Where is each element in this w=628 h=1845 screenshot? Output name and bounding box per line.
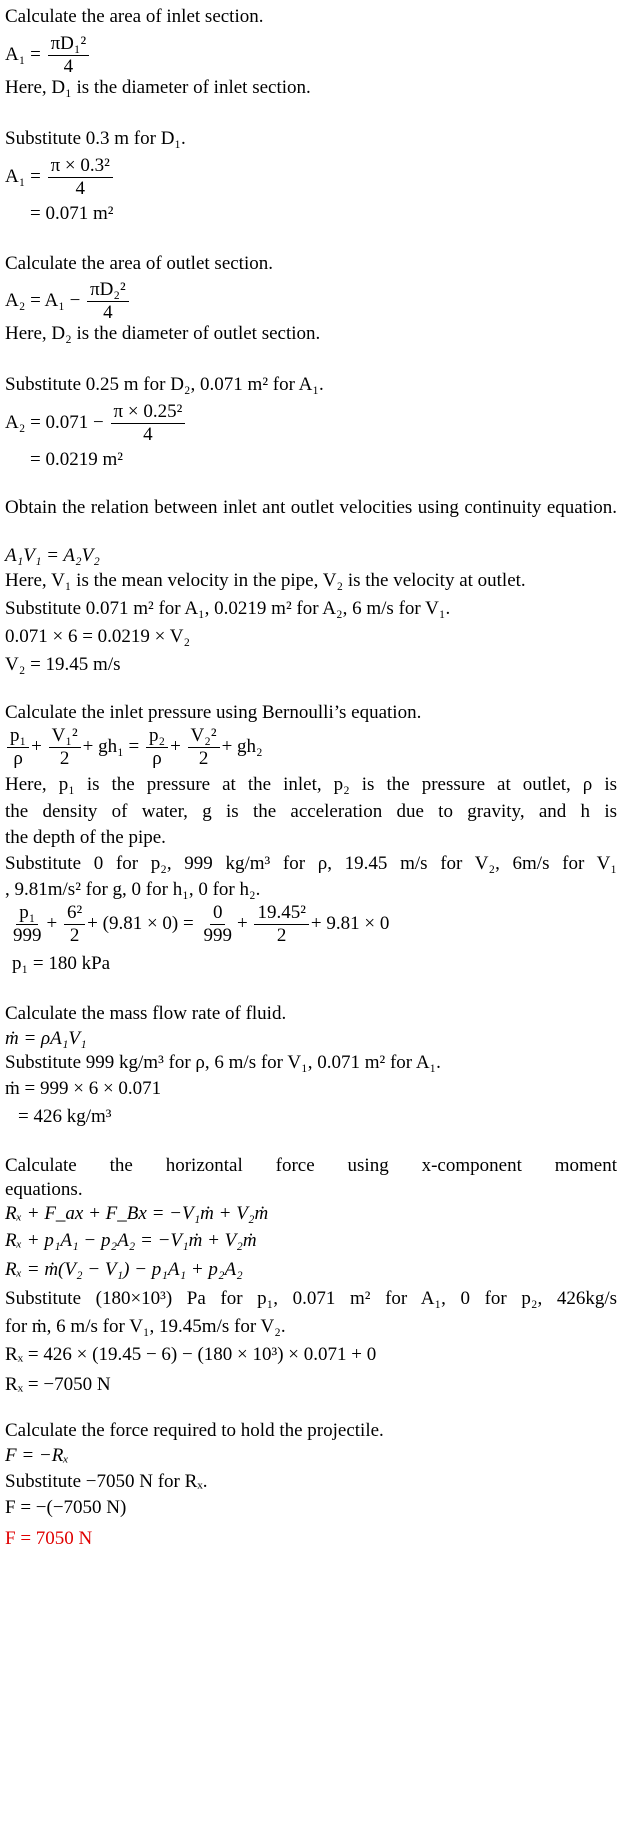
inlet-area-heading: Calculate the area of inlet section.: [5, 6, 264, 27]
equation-lhs: A₂ = A₁ −: [5, 289, 81, 311]
operator: + gh₁ =: [82, 735, 140, 757]
bernoulli-definition-line-2: the density of water, g is the acceleration due to gravity, and h is: [5, 801, 617, 822]
continuity-heading: Obtain the relation between inlet ant outlet velocities using continuity equation.: [5, 497, 617, 518]
bernoulli-heading: Calculate the inlet pressure using Bernoulli’s equation.: [5, 702, 422, 723]
mass-flow-heading: Calculate the mass flow rate of fluid.: [5, 1003, 287, 1024]
fraction-denominator: 4: [143, 424, 153, 445]
equation-lhs: A₁ =: [5, 165, 41, 187]
fraction-p1-rho: [7, 726, 29, 769]
fraction-denominator: ρ: [152, 748, 162, 769]
outlet-area-heading: Calculate the area of outlet section.: [5, 253, 273, 274]
equation-fraction: [111, 402, 186, 445]
fraction-denominator: 2: [198, 748, 209, 769]
fraction-p2-rho: [146, 726, 168, 769]
force-heading-line-2: equations.: [5, 1179, 83, 1200]
equation-a2: [5, 280, 131, 323]
fraction-denominator: ρ: [13, 748, 23, 769]
p1-result: p₁ = 180 kPa: [12, 953, 111, 974]
substitute-bernoulli-line-1: Substitute 0 for p₂, 999 kg/m³ for ρ, 19.45 m/s for V₂, 6m/s for V₁: [5, 853, 617, 874]
fraction-p1-999: [10, 903, 45, 946]
fraction-numerator: π × 0.3²: [48, 156, 113, 178]
fraction-numerator: πD₁²: [48, 34, 90, 56]
equation-lhs: A₂ = 0.071 −: [5, 411, 104, 433]
fraction-numerator: V₂²: [188, 726, 220, 748]
equation-fraction: [87, 280, 129, 323]
force-equation-2: Rₓ + p₁A₁ − p₂A₂ = −V₁ṁ + V₂ṁ: [5, 1230, 257, 1251]
equation-a1-fraction: [48, 34, 90, 77]
mass-flow-substituted: ṁ = 999 × 6 × 0.071: [5, 1078, 162, 1099]
d2-definition: Here, D₂ is the diameter of outlet section.: [5, 323, 321, 344]
bernoulli-definition-line-1: Here, p₁ is the pressure at the inlet, p₂ is the pressure at outlet, ρ is: [5, 774, 617, 795]
final-answer: F = 7050 N: [5, 1528, 93, 1549]
fraction-denominator: 2: [69, 925, 80, 946]
force-equation-1: Rₓ + F_ax + F_Bx = −V₁ṁ + V₂ṁ: [5, 1203, 269, 1224]
substitute-mass-flow: Substitute 999 kg/m³ for ρ, 6 m/s for V₁, 0.071 m² for A₁.: [5, 1052, 441, 1073]
fraction-denominator: 999: [13, 925, 42, 946]
operator: +: [46, 912, 58, 934]
fraction-denominator: 4: [63, 56, 74, 77]
operator: + 9.81 × 0: [310, 912, 390, 934]
fraction-v1-squared: [49, 726, 81, 769]
operator: +: [236, 912, 248, 934]
substitute-hold-force: Substitute −7050 N for Rₓ.: [5, 1471, 208, 1492]
a1-result: = 0.071 m²: [30, 203, 114, 224]
velocity-definition: Here, V₁ is the mean velocity in the pipe, V₂ is the velocity at outlet.: [5, 570, 526, 591]
fraction-numerator: 19.45²: [254, 903, 308, 925]
fraction-v2-squared: [188, 726, 220, 769]
fraction-denominator: 2: [276, 925, 287, 946]
fraction-denominator: 2: [59, 748, 70, 769]
fraction-numerator: p₂: [146, 726, 168, 748]
operator: +: [170, 735, 181, 757]
equation-a1: [5, 34, 91, 77]
operator: +: [31, 735, 42, 757]
force-equation-3: Rₓ = ṁ(V₂ − V₁) − p₁A₁ + p₂A₂: [5, 1259, 243, 1280]
a2-result: = 0.0219 m²: [30, 449, 123, 470]
fraction-numerator: V₁²: [49, 726, 81, 748]
hold-force-heading: Calculate the force required to hold the projectile.: [5, 1420, 384, 1441]
fraction-numerator: 0: [210, 903, 226, 925]
substitute-bernoulli-line-2: , 9.81m/s² for g, 0 for h₁, 0 for h₂.: [5, 879, 261, 900]
substitute-velocity: Substitute 0.071 m² for A₁, 0.0219 m² for A₂, 6 m/s for V₁.: [5, 598, 451, 619]
bernoulli-definition-line-3: the depth of the pipe.: [5, 827, 166, 848]
substitute-d1: Substitute 0.3 m for D₁.: [5, 128, 186, 149]
operator: + (9.81 × 0) =: [87, 912, 194, 934]
hold-force-substituted: F = −(−7050 N): [5, 1497, 127, 1518]
hold-force-equation: F = −Rₓ: [5, 1445, 69, 1466]
substitute-force-line-1: Substitute (180×10³) Pa for p₁, 0.071 m² for A₁, 0 for p₂, 426kg/s: [5, 1288, 617, 1309]
bernoulli-equation: [5, 726, 263, 769]
force-heading-line-1: Calculate the horizontal force using x-component moment: [5, 1155, 617, 1176]
force-substituted: Rₓ = 426 × (19.45 − 6) − (180 × 10³) × 0.071 + 0: [5, 1344, 377, 1365]
mass-flow-result: = 426 kg/m³: [18, 1106, 112, 1127]
fraction-numerator: π × 0.25²: [111, 402, 186, 424]
equation-a1-substituted: [5, 156, 115, 199]
operator: + gh₂: [221, 735, 263, 757]
continuity-equation: A₁V₁ = A₂V₂: [5, 545, 100, 566]
substitute-force-line-2: for ṁ, 6 m/s for V₁, 19.45m/s for V₂.: [5, 1316, 286, 1337]
fraction-6-squared: [64, 903, 85, 946]
v2-result: V₂ = 19.45 m/s: [5, 654, 121, 675]
velocity-equation: 0.071 × 6 = 0.0219 × V₂: [5, 626, 191, 647]
rx-result: Rₓ = −7050 N: [5, 1374, 111, 1395]
equation-a2-substituted: [5, 402, 187, 445]
substitute-d2: Substitute 0.25 m for D₂, 0.071 m² for A₁.: [5, 374, 324, 395]
fraction-numerator: p₁: [16, 903, 38, 925]
fraction-numerator: πD₂²: [87, 280, 129, 302]
fraction-0-999: [200, 903, 235, 946]
fraction-19-45-squared: [254, 903, 308, 946]
bernoulli-substituted: [8, 903, 389, 946]
d1-definition: Here, D₁ is the diameter of inlet section.: [5, 77, 311, 98]
fraction-denominator: 4: [75, 178, 85, 199]
mass-flow-equation: ṁ = ρA₁V₁: [5, 1028, 87, 1049]
equation-a1-lhs: A₁ =: [5, 43, 41, 65]
equation-fraction: [48, 156, 113, 199]
fraction-denominator: 999: [203, 925, 232, 946]
fraction-numerator: 6²: [64, 903, 85, 925]
fraction-numerator: p₁: [7, 726, 29, 748]
fraction-denominator: 4: [103, 302, 113, 323]
